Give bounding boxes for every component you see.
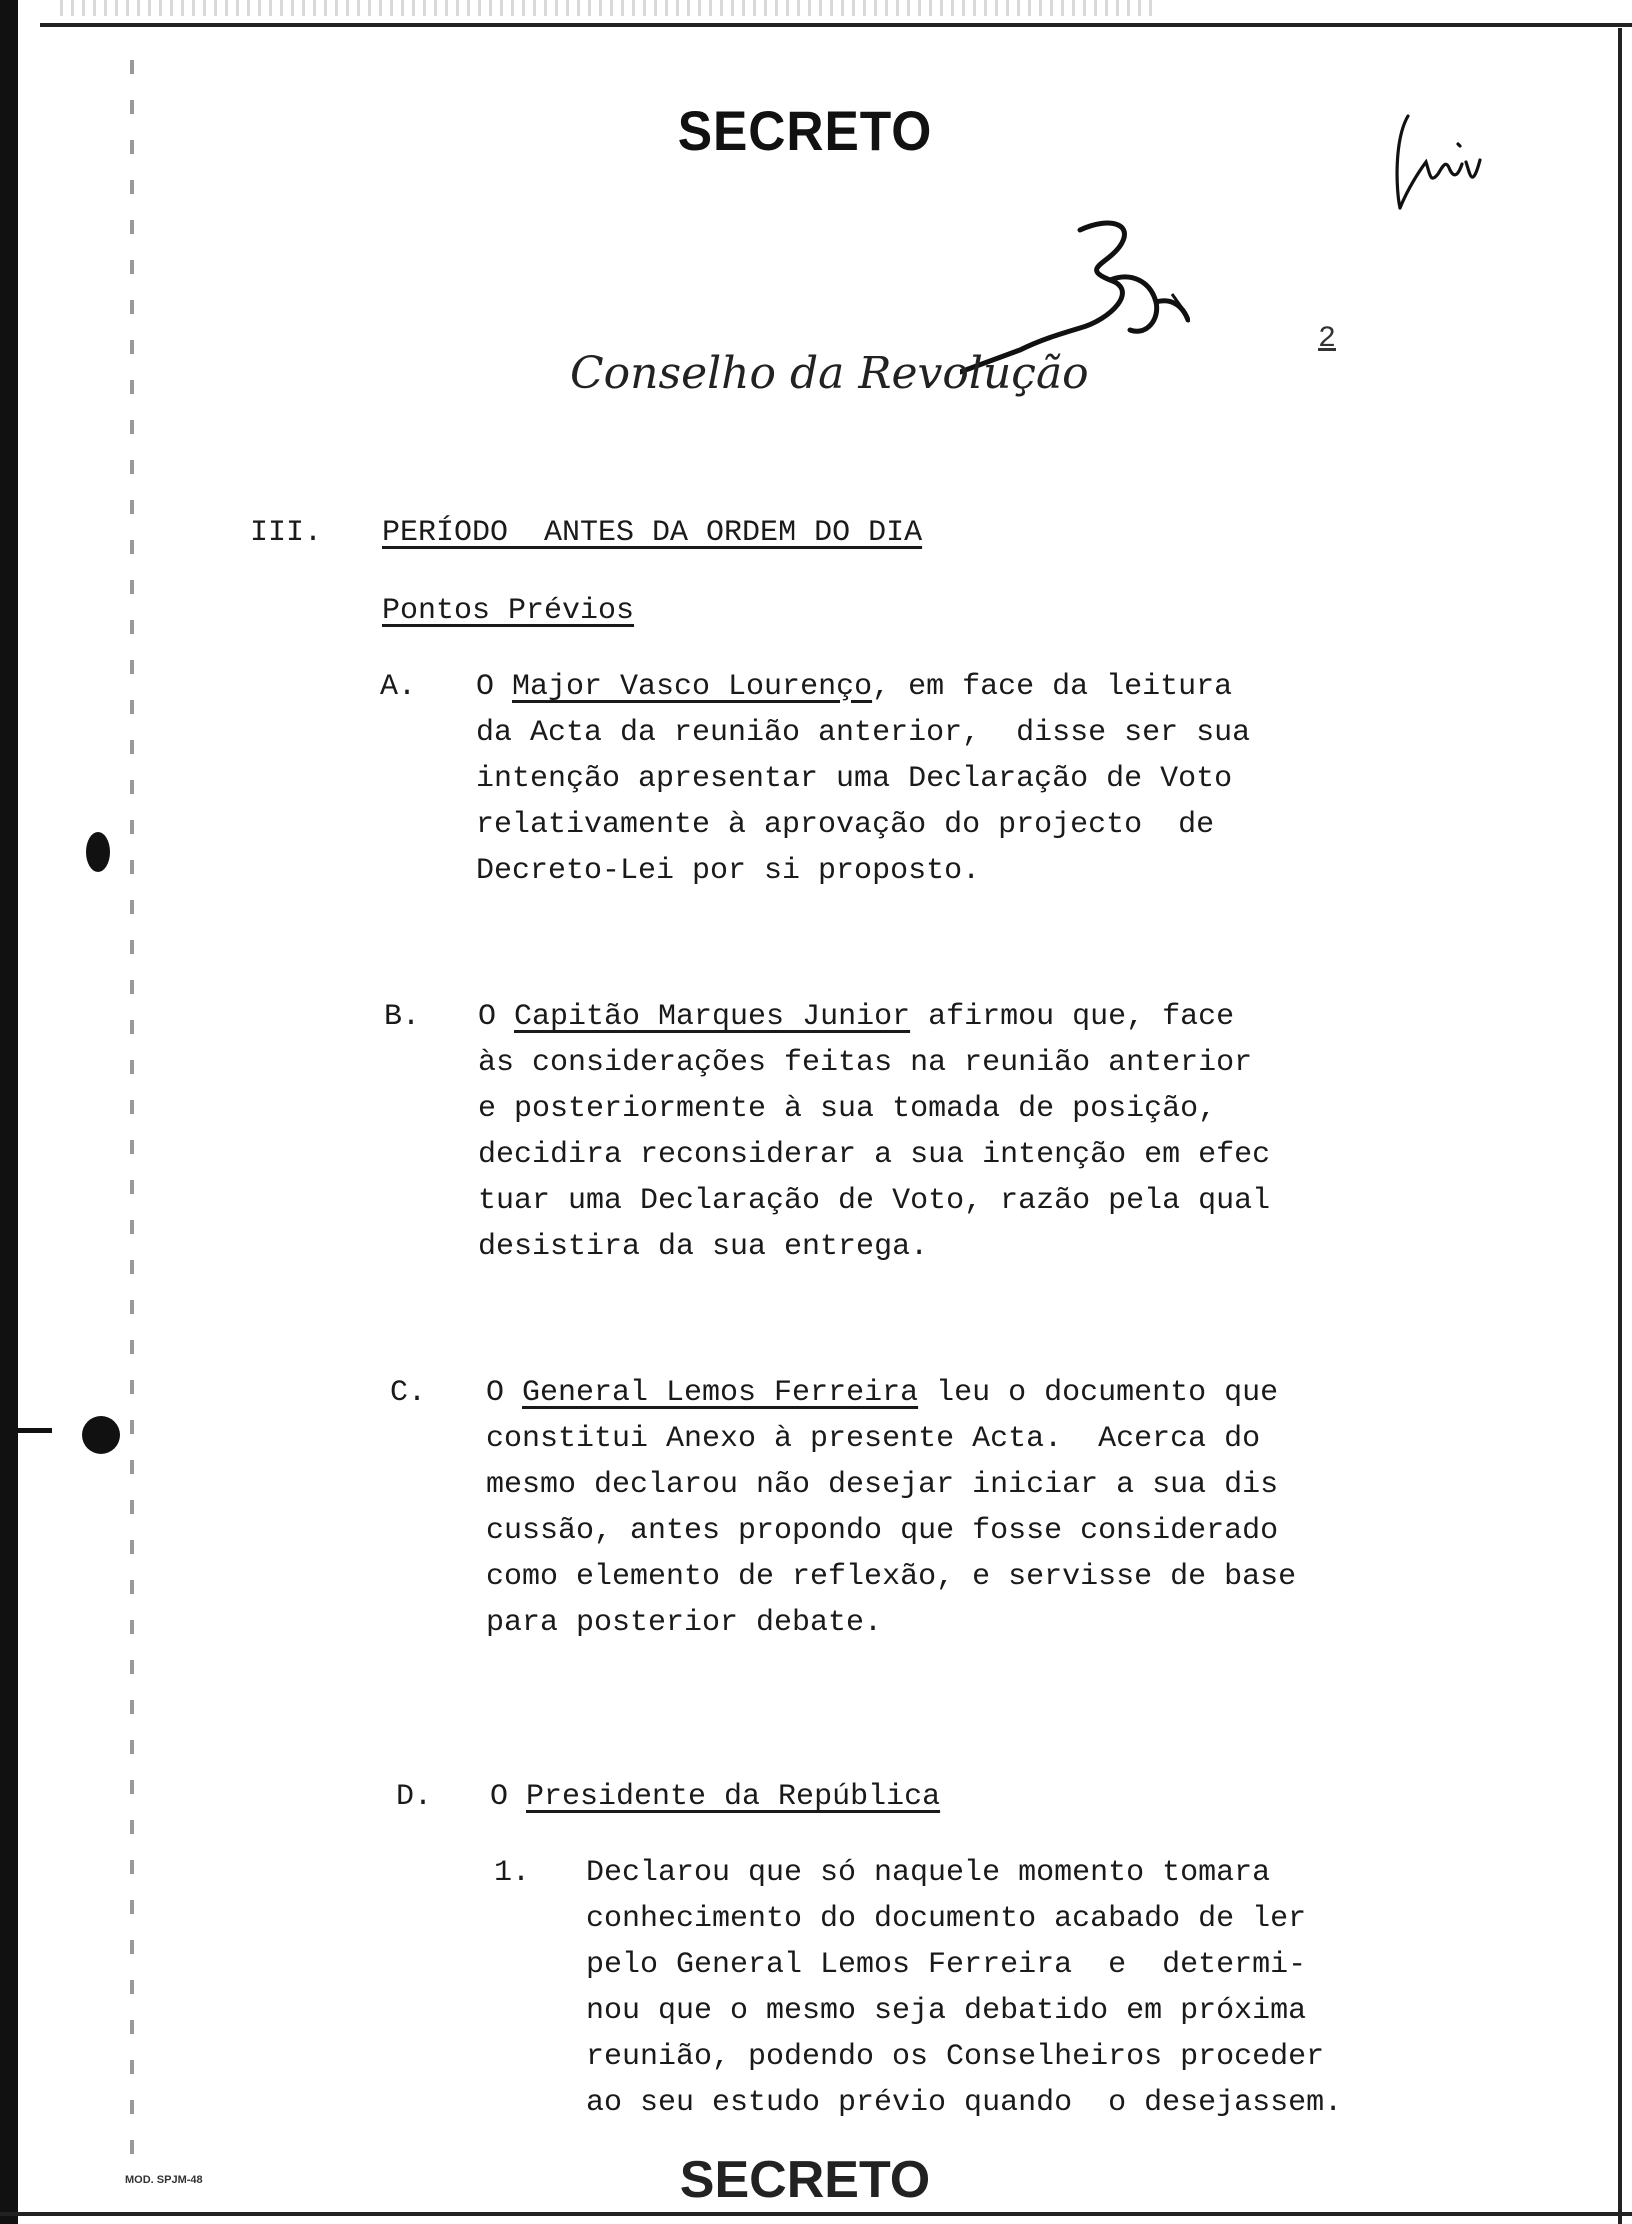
item-d-1-line: nou que o mesmo seja debatido em próxima <box>586 1994 1307 2028</box>
section-title: PERÍODO ANTES DA ORDEM DO DIA <box>382 516 923 550</box>
item-a-line: intenção apresentar uma Declaração de Voto <box>476 762 1233 796</box>
item-b-line-1-rest: afirmou que, face <box>910 1000 1235 1034</box>
item-c-line: para posterior debate. <box>486 1606 883 1640</box>
page-top-edge <box>40 18 1632 32</box>
item-a-person: Major Vasco Lourenço <box>512 670 873 704</box>
item-c-article: O <box>486 1376 523 1410</box>
item-d-1-line: reunião, podendo os Conselheiros proceder <box>586 2040 1325 2074</box>
scan-noise-top <box>60 0 1160 16</box>
item-b-person: Capitão Marques Junior <box>514 1000 911 1034</box>
item-c-line: constitui Anexo à presente Acta. Acerca do <box>486 1422 1261 1456</box>
item-d-1-line: ao seu estudo prévio quando o desejassem. <box>586 2086 1343 2120</box>
item-a-line: Decreto-Lei por si proposto. <box>476 854 981 888</box>
letterhead-council: Conselho da Revolução <box>570 348 1089 399</box>
form-code: MOD. SPJM-48 <box>125 2174 203 2186</box>
item-b-article: O <box>478 1000 515 1034</box>
item-a-line-1 <box>476 664 1232 710</box>
item-d-1-line: Declarou que só naquele momento tomara <box>586 1856 1271 1890</box>
item-b-line: tuar uma Declaração de Voto, razão pela qual <box>478 1184 1271 1218</box>
item-a-line-1-rest: , em face da leitura <box>872 670 1233 704</box>
item-b-line-1 <box>478 994 1234 1040</box>
item-a-label: A. <box>380 670 417 704</box>
item-b-line: e posteriormente à sua tomada de posição, <box>478 1092 1217 1126</box>
classification-stamp-bottom: SECRETO <box>679 2151 931 2209</box>
margin-guide <box>130 60 134 2160</box>
page-number: 2 <box>1318 322 1337 356</box>
section-number: III. <box>250 516 323 550</box>
item-d-person: Presidente da República <box>526 1780 941 1814</box>
item-c-line: cussão, antes propondo que fosse considerado <box>486 1514 1279 1548</box>
binding-mark <box>18 1428 52 1433</box>
item-d-1-label: 1. <box>494 1856 531 1890</box>
item-b-label: B. <box>384 1000 421 1034</box>
item-c-line-1-rest: leu o documento que <box>918 1376 1279 1410</box>
item-b-line: às considerações feitas na reunião anterior <box>478 1046 1253 1080</box>
punch-hole-lower <box>82 1416 120 1454</box>
page-left-edge <box>0 0 18 2224</box>
item-c-line-1 <box>486 1370 1278 1416</box>
section-subtitle: Pontos Prévios <box>382 594 635 628</box>
item-a-line: da Acta da reunião anterior, disse ser sua <box>476 716 1251 750</box>
item-d-heading <box>490 1774 940 1820</box>
item-b-line: decidira reconsiderar a sua intenção em efec <box>478 1138 1271 1172</box>
handwritten-initials <box>1386 100 1486 220</box>
classification-stamp-top: SECRETO <box>677 99 933 162</box>
punch-hole-upper <box>86 832 110 872</box>
item-b-line: desistira da sua entrega. <box>478 1230 929 1264</box>
item-d-label: D. <box>396 1780 433 1814</box>
page-bottom-edge <box>0 2212 1632 2216</box>
item-d-1-line: conhecimento do documento acabado de ler <box>586 1902 1307 1936</box>
item-d-article: O <box>490 1780 527 1814</box>
item-c-line: como elemento de reflexão, e servisse de base <box>486 1560 1297 1594</box>
item-c-label: C. <box>390 1376 427 1410</box>
item-c-line: mesmo declarou não desejar iniciar a sua dis <box>486 1468 1279 1502</box>
item-c-person: General Lemos Ferreira <box>522 1376 919 1410</box>
page-right-edge <box>1618 28 1622 2224</box>
item-a-article: O <box>476 670 513 704</box>
item-a-line: relativamente à aprovação do projecto de <box>476 808 1215 842</box>
item-d-1-line: pelo General Lemos Ferreira e determi- <box>586 1948 1307 1982</box>
